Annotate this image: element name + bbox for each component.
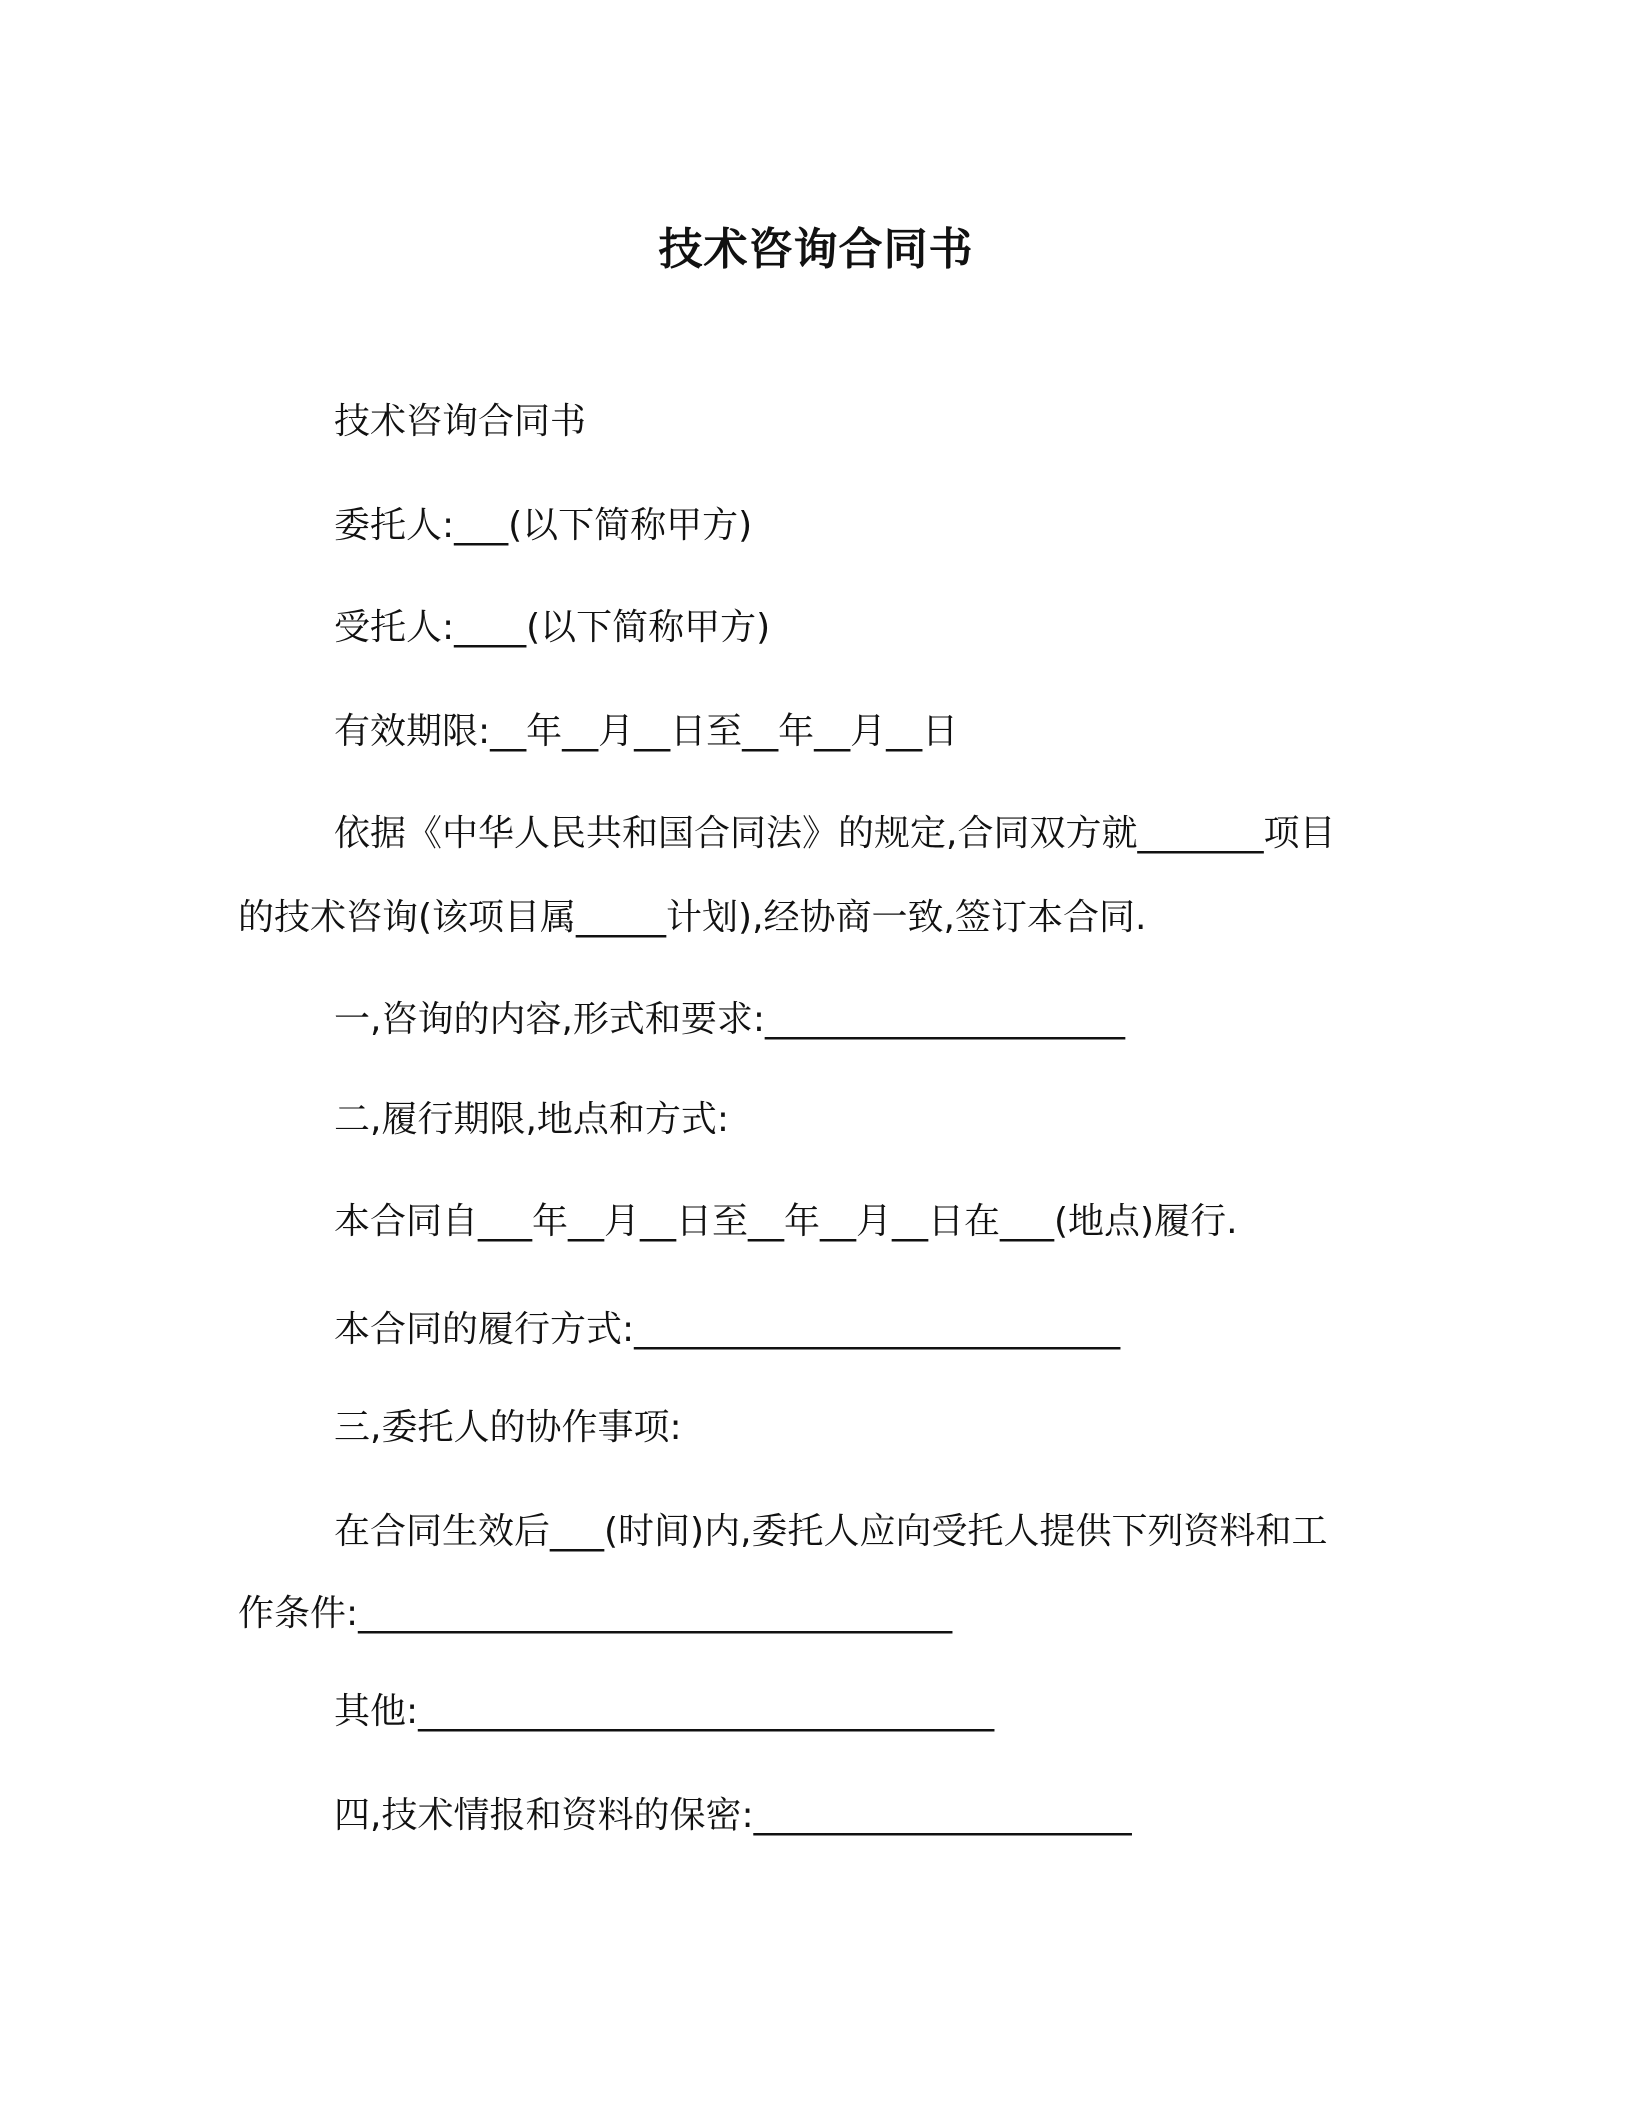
contractor-line: 受托人:____(以下简称甲方) [334, 607, 771, 648]
validity-period-line: 有效期限:__年__月__日至__年__月__日 [334, 711, 959, 752]
preamble-line-2: 的技术咨询(该项目属_____计划),经协商一致,签订本合同. [238, 897, 1147, 938]
subtitle-line: 技术咨询合同书 [334, 401, 587, 442]
other-line: 其他:________________________________ [334, 1691, 995, 1732]
document-title: 技术咨询合同书 [658, 224, 974, 275]
section-2-heading: 二,履行期限,地点和方式: [334, 1099, 730, 1140]
cooperation-line-1: 在合同生效后___(时间)内,委托人应向受托人提供下列资料和工 [334, 1511, 1328, 1552]
client-line: 委托人:___(以下简称甲方) [334, 505, 753, 546]
section-1-heading: 一,咨询的内容,形式和要求:____________________ [334, 999, 1126, 1040]
performance-period-line: 本合同自___年__月__日至__年__月__日在___(地点)履行. [334, 1201, 1238, 1242]
section-3-heading: 三,委托人的协作事项: [334, 1407, 682, 1448]
preamble-line-1: 依据《中华人民共和国合同法》的规定,合同双方就_______项目 [334, 813, 1336, 854]
performance-method-line: 本合同的履行方式:___________________________ [334, 1309, 1121, 1350]
section-4-heading: 四,技术情报和资料的保密:_____________________ [334, 1795, 1132, 1836]
cooperation-line-2: 作条件:_________________________________ [238, 1593, 953, 1634]
